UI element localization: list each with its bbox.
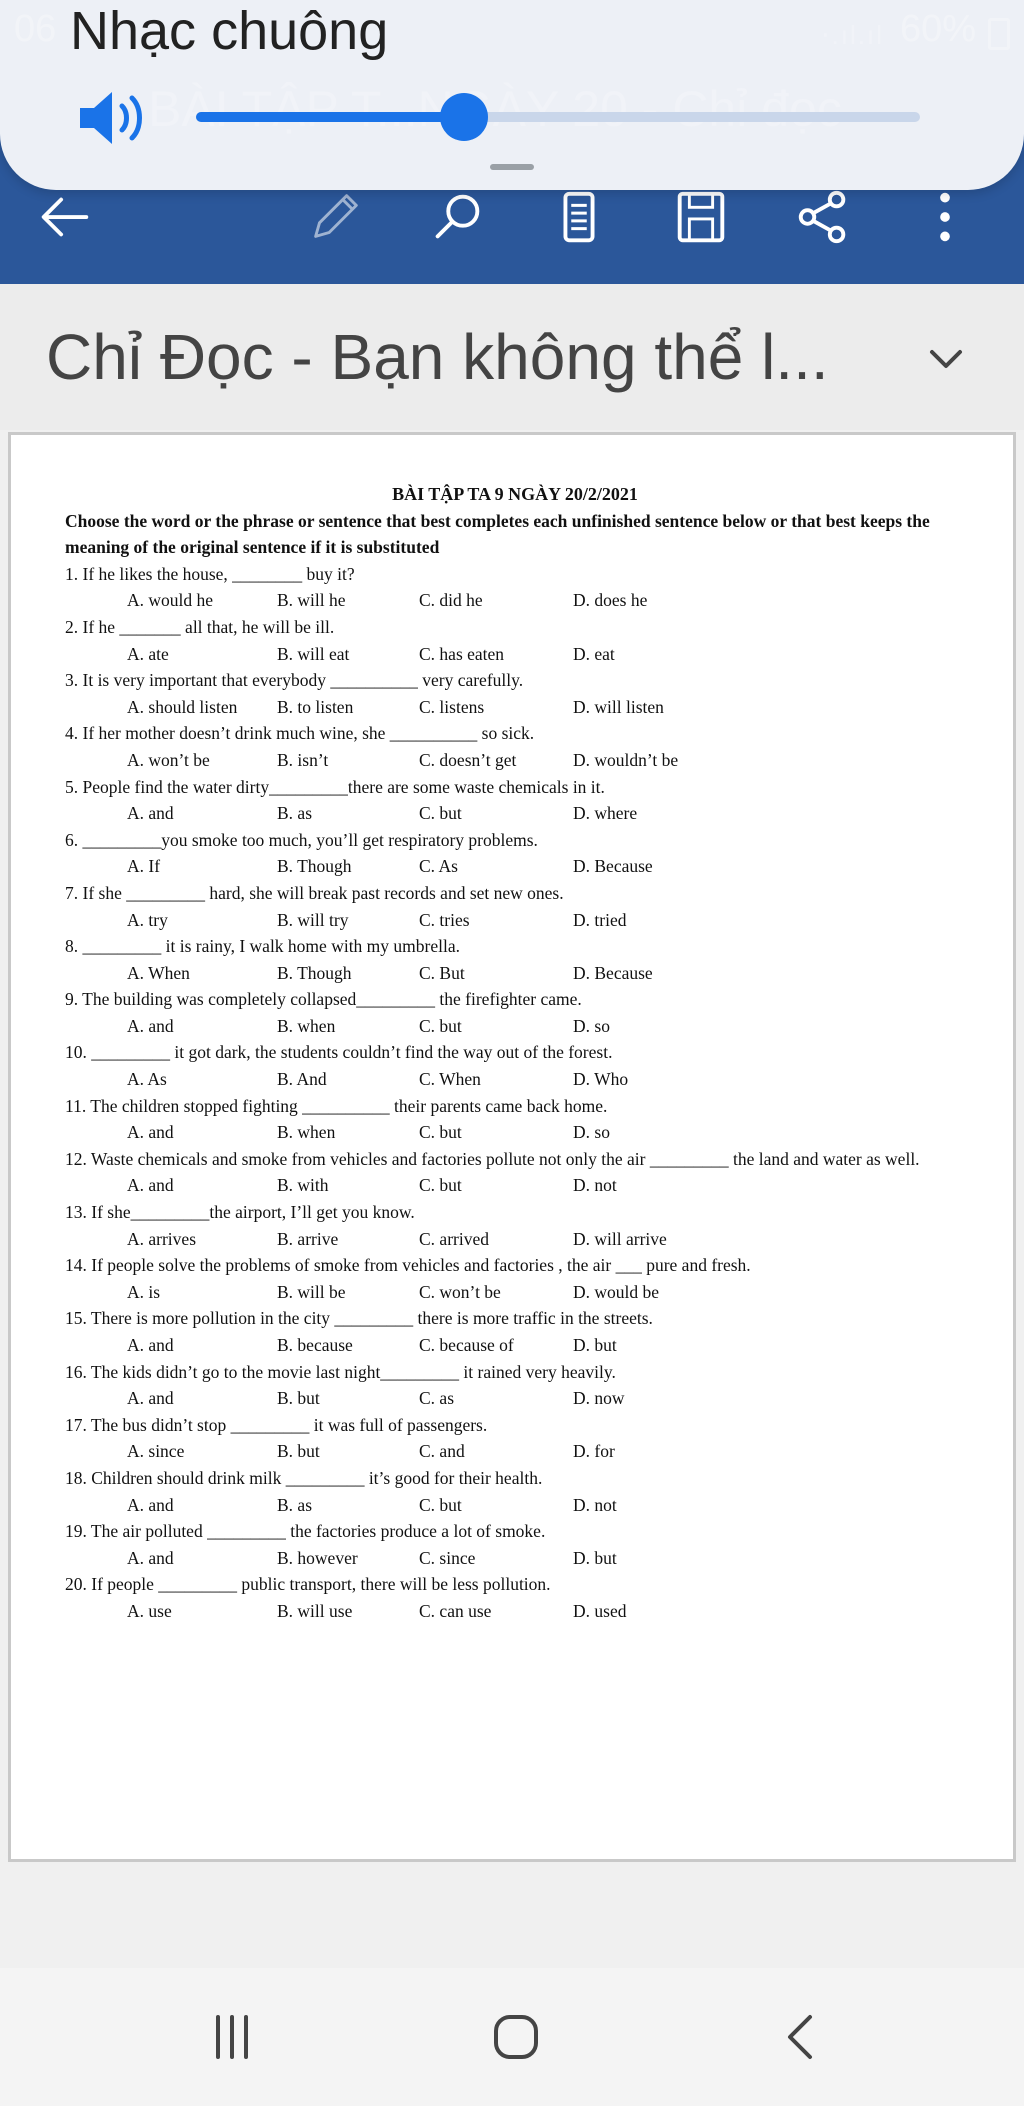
answer-option: D. used — [573, 1600, 627, 1621]
answer-option: A. is — [127, 1281, 161, 1302]
question-text: 2. If he _______ all that, he will be ill. — [65, 616, 335, 637]
answer-option: D. wouldn’t be — [573, 749, 679, 770]
answer-options — [65, 1438, 965, 1465]
answer-option: D. will listen — [573, 696, 664, 717]
answer-option: B. will try — [277, 909, 349, 930]
question-text: 20. If people _________ public transport, there will be less pollution. — [65, 1574, 551, 1595]
answer-option: B. when — [277, 1015, 336, 1036]
answer-option: D. Who — [573, 1069, 629, 1090]
document-content — [65, 481, 965, 1625]
volume-panel — [0, 0, 1024, 190]
document-instructions: Choose the word or the phrase or sentence that best completes each unfinished sentence below or that best keeps the meaning of the original sentence if it is substituted — [65, 510, 930, 558]
answer-option: D. would be — [573, 1281, 660, 1302]
answer-option: A. and — [127, 1547, 174, 1568]
chevron-down-icon[interactable] — [918, 330, 974, 386]
question-text: 5. People find the water dirty_________there are some waste chemicals in it. — [65, 776, 605, 797]
navigation-bar — [0, 1968, 1024, 2106]
answer-option: B. Though — [277, 856, 352, 877]
answer-option: C. since — [419, 1547, 476, 1568]
answer-option: C. but — [419, 1175, 462, 1196]
question-text: 10. _________ it got dark, the students couldn’t find the way out of the forest. — [65, 1042, 613, 1063]
answer-option: D. eat — [573, 643, 615, 664]
question-text: 18. Children should drink milk _________ it’s good for their health. — [65, 1467, 543, 1488]
answer-option: A. since — [127, 1441, 185, 1462]
read-only-banner[interactable] — [0, 284, 1024, 430]
answer-option: A. and — [127, 1494, 174, 1515]
answer-options — [65, 641, 965, 668]
question-text: 3. It is very important that everybody __________ very carefully. — [65, 670, 524, 691]
answer-option: A. When — [127, 962, 190, 983]
answer-option: B. will he — [277, 590, 346, 611]
save-icon — [670, 186, 732, 248]
answer-option: D. so — [573, 1122, 610, 1143]
answer-option: B. as — [277, 1494, 312, 1515]
answer-option: A. and — [127, 1175, 174, 1196]
answer-option: D. will arrive — [573, 1228, 667, 1249]
answer-option: C. won’t be — [419, 1281, 501, 1302]
answer-option: A. should listen — [127, 696, 238, 717]
answer-option: A. and — [127, 803, 174, 824]
answer-option: B. to listen — [277, 696, 354, 717]
answer-option: C. can use — [419, 1600, 492, 1621]
answer-option: C. listens — [419, 696, 485, 717]
answer-option: B. will use — [277, 1600, 353, 1621]
answer-options — [65, 907, 965, 934]
answer-option: C. but — [419, 1494, 462, 1515]
answer-options — [65, 1385, 965, 1412]
answer-options — [65, 1226, 965, 1253]
answer-option: C. When — [419, 1069, 481, 1090]
answer-option: D. but — [573, 1335, 617, 1355]
answer-options — [65, 1279, 965, 1306]
question-text: 19. The air polluted _________ the factories produce a lot of smoke. — [65, 1521, 546, 1542]
answer-option: A. would he — [127, 590, 214, 611]
answer-option: C. As — [419, 856, 458, 877]
answer-options — [65, 747, 965, 774]
volume-slider[interactable] — [196, 112, 920, 122]
volume-label: Nhạc chuông — [70, 1, 389, 61]
recents-button[interactable] — [172, 1968, 292, 2106]
share-icon — [792, 186, 854, 248]
answer-option: C. did he — [419, 590, 483, 611]
home-button[interactable] — [456, 1968, 576, 2106]
answer-options — [65, 694, 965, 721]
answer-options — [65, 960, 965, 987]
answer-options — [65, 800, 965, 827]
answer-option: A. and — [127, 1335, 174, 1355]
answer-option: B. arrive — [277, 1228, 339, 1249]
answer-option: D. so — [573, 1015, 610, 1036]
question-text: 16. The kids didn’t go to the movie last night_________ it rained very heavily. — [65, 1361, 616, 1382]
nav-back-button[interactable] — [742, 1968, 862, 2106]
answer-option: D. not — [573, 1494, 617, 1515]
answer-option: D. tried — [573, 909, 627, 930]
question-text: 4. If her mother doesn’t drink much wine, she __________ so sick. — [65, 723, 535, 744]
answer-option: A. try — [127, 909, 168, 930]
pen-icon — [304, 186, 366, 248]
question-text: 1. If he likes the house, ________ buy it? — [65, 563, 355, 584]
answer-option: B. with — [277, 1175, 329, 1196]
answer-option: B. And — [277, 1069, 327, 1090]
answer-option: C. arrived — [419, 1228, 489, 1249]
answer-option: A. won’t be — [127, 749, 210, 770]
answer-option: D. where — [573, 803, 638, 824]
answer-option: B. will eat — [277, 643, 350, 664]
answer-option: A. arrives — [127, 1228, 197, 1249]
question-text: 9. The building was completely collapsed_________ the firefighter came. — [65, 989, 582, 1010]
answer-option: C. but — [419, 1122, 462, 1143]
answer-option: C. but — [419, 1015, 462, 1036]
answer-option: A. ate — [127, 643, 169, 664]
document-heading: BÀI TẬP TA 9 NGÀY 20/2/2021 — [392, 484, 638, 504]
answer-option: C. doesn’t get — [419, 749, 517, 770]
answer-options — [65, 587, 965, 614]
answer-option: D. not — [573, 1175, 617, 1196]
answer-options — [65, 1332, 965, 1359]
question-text: 17. The bus didn’t stop _________ it was full of passengers. — [65, 1414, 488, 1435]
reading-view-icon — [548, 186, 610, 248]
answer-option: D. for — [573, 1441, 615, 1462]
document-page[interactable] — [8, 432, 1016, 1862]
answer-options — [65, 1598, 965, 1625]
answer-option: D. Because — [573, 856, 653, 877]
question-text: 7. If she _________ hard, she will break past records and set new ones. — [65, 882, 564, 903]
question-text: 13. If she_________the airport, I’ll get you know. — [65, 1202, 415, 1223]
answer-option: B. but — [277, 1388, 320, 1409]
answer-option: B. will be — [277, 1281, 346, 1302]
recents-icon — [204, 2009, 260, 2065]
question-text: 11. The children stopped fighting __________ their parents came back home. — [65, 1095, 608, 1116]
question-text: 6. _________you smoke too much, you’ll get respiratory problems. — [65, 829, 538, 850]
back-arrow-icon — [34, 186, 96, 248]
panel-drag-handle[interactable] — [490, 164, 534, 170]
answer-option: C. as — [419, 1388, 454, 1409]
answer-option: C. and — [419, 1441, 465, 1462]
question-list — [65, 561, 965, 1625]
answer-option: A. If — [127, 856, 161, 877]
question-text: 8. _________ it is rainy, I walk home with my umbrella. — [65, 936, 460, 957]
answer-option: B. however — [277, 1547, 358, 1568]
answer-option: B. because — [277, 1335, 353, 1355]
answer-options — [65, 1013, 965, 1040]
answer-options — [65, 1545, 965, 1572]
volume-slider-fill — [196, 112, 464, 122]
answer-option: B. when — [277, 1122, 336, 1143]
question-text: 12. Waste chemicals and smoke from vehicles and factories pollute not only the air _________ the land and water as well. — [65, 1148, 920, 1169]
answer-option: C. But — [419, 962, 465, 983]
home-icon — [488, 2009, 544, 2065]
answer-option: B. isn’t — [277, 749, 329, 770]
answer-options — [65, 1066, 965, 1093]
nav-back-icon — [774, 2009, 830, 2065]
answer-option: D. now — [573, 1388, 625, 1409]
answer-option: B. but — [277, 1441, 320, 1462]
answer-option: C. because of — [419, 1335, 514, 1355]
read-only-text: Chỉ Đọc - Bạn không thể l... — [46, 321, 829, 393]
answer-options — [65, 1172, 965, 1199]
question-text: 15. There is more pollution in the city _________ there is more traffic in the streets. — [65, 1308, 653, 1329]
answer-option: A. use — [127, 1600, 172, 1621]
answer-option: A. and — [127, 1388, 174, 1409]
answer-options — [65, 853, 965, 880]
answer-option: C. tries — [419, 909, 470, 930]
answer-option: D. Because — [573, 962, 653, 983]
answer-option: D. but — [573, 1547, 617, 1568]
answer-option: D. does he — [573, 590, 648, 611]
more-vertical-icon — [914, 186, 976, 248]
question-text: 14. If people solve the problems of smoke from vehicles and factories , the air ___ pure and fresh. — [65, 1255, 751, 1276]
answer-option: A. and — [127, 1122, 174, 1143]
answer-options — [65, 1119, 965, 1146]
answer-option: B. Though — [277, 962, 352, 983]
answer-option: A. and — [127, 1015, 174, 1036]
answer-option: C. has eaten — [419, 643, 505, 664]
answer-option: C. but — [419, 803, 462, 824]
search-icon — [426, 186, 488, 248]
answer-option: B. as — [277, 803, 312, 824]
answer-option: A. As — [127, 1069, 167, 1090]
speaker-icon[interactable] — [76, 88, 152, 148]
answer-options — [65, 1492, 965, 1519]
volume-slider-thumb[interactable] — [440, 93, 488, 141]
